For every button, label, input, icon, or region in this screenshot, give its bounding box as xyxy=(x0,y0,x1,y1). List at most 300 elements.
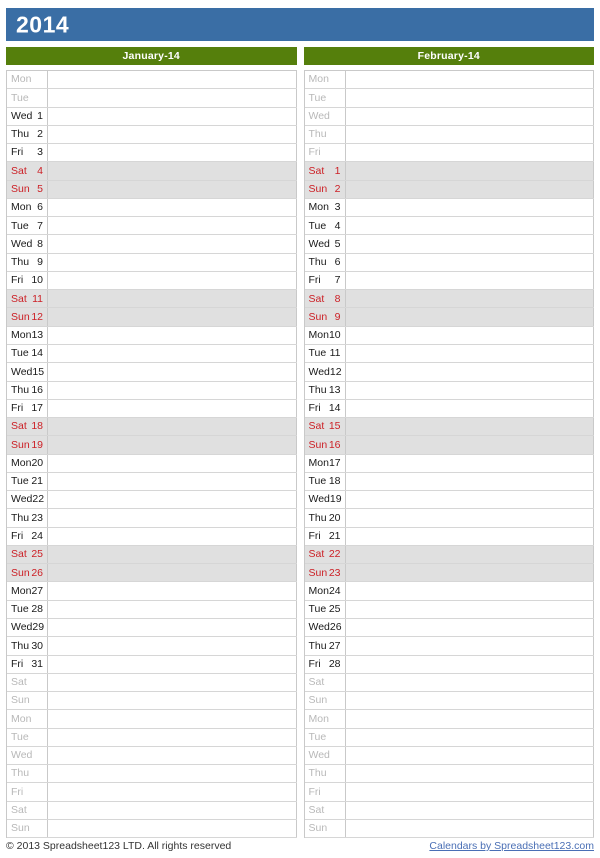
day-note-cell[interactable] xyxy=(48,729,297,746)
day-label-cell xyxy=(305,674,346,691)
day-note-cell[interactable] xyxy=(346,491,595,508)
day-label-cell xyxy=(305,126,346,143)
day-of-week: Sat xyxy=(11,420,27,433)
day-number: 27 xyxy=(31,584,44,597)
day-label-cell xyxy=(7,382,48,399)
day-label-cell xyxy=(305,308,346,325)
day-of-week: Wed xyxy=(308,749,330,762)
day-label-cell xyxy=(305,656,346,673)
day-row xyxy=(305,656,595,674)
day-row xyxy=(7,619,297,637)
day-note-cell[interactable] xyxy=(346,601,595,618)
day-of-week: Sun xyxy=(308,310,328,323)
day-note-cell[interactable] xyxy=(48,674,297,691)
day-number: 12 xyxy=(329,365,342,378)
day-of-week: Sun xyxy=(11,182,30,195)
day-note-cell[interactable] xyxy=(48,235,297,252)
day-note-cell[interactable] xyxy=(346,656,595,673)
month-header-january: January-14 xyxy=(6,47,297,65)
day-of-week: Tue xyxy=(308,730,327,743)
day-label-cell xyxy=(305,491,346,508)
day-of-week: Mon xyxy=(11,201,32,214)
day-number: 5 xyxy=(37,182,43,195)
day-note-cell[interactable] xyxy=(346,674,595,691)
day-number: 28 xyxy=(31,603,43,616)
day-label-cell xyxy=(7,254,48,271)
day-label-cell xyxy=(305,199,346,216)
day-of-week: Mon xyxy=(11,73,32,86)
day-note-cell[interactable] xyxy=(48,473,297,490)
day-note-cell[interactable] xyxy=(346,802,595,819)
year-title-bar xyxy=(6,8,594,41)
day-row xyxy=(305,674,595,692)
day-label-cell xyxy=(305,418,346,435)
day-note-cell[interactable] xyxy=(346,217,595,234)
day-row xyxy=(7,637,297,655)
day-row xyxy=(305,564,595,582)
day-of-week: Mon xyxy=(308,73,329,86)
month-columns-container xyxy=(6,47,594,838)
credit-link[interactable]: Calendars by Spreadsheet123.com xyxy=(429,840,594,852)
day-number: 20 xyxy=(328,511,341,524)
day-of-week: Thu xyxy=(308,511,327,524)
day-row xyxy=(7,491,297,509)
day-note-cell[interactable] xyxy=(48,765,297,782)
day-note-cell[interactable] xyxy=(48,290,297,307)
day-note-cell[interactable] xyxy=(48,455,297,472)
day-row xyxy=(305,108,595,126)
day-note-cell[interactable] xyxy=(48,656,297,673)
day-row xyxy=(7,747,297,765)
day-label-cell xyxy=(305,363,346,380)
day-note-cell[interactable] xyxy=(48,582,297,599)
day-note-cell[interactable] xyxy=(48,564,297,581)
day-note-cell[interactable] xyxy=(48,144,297,161)
day-row xyxy=(305,637,595,655)
day-note-cell[interactable] xyxy=(346,89,595,106)
day-row xyxy=(7,729,297,747)
day-of-week: Sun xyxy=(308,438,328,451)
day-note-cell[interactable] xyxy=(48,692,297,709)
day-number: 16 xyxy=(31,383,43,396)
day-label-cell xyxy=(305,765,346,782)
day-note-cell[interactable] xyxy=(48,71,297,88)
day-label-cell xyxy=(305,528,346,545)
day-note-cell[interactable] xyxy=(48,327,297,344)
day-row xyxy=(7,308,297,326)
day-note-cell[interactable] xyxy=(346,144,595,161)
day-label-cell xyxy=(7,582,48,599)
day-note-cell[interactable] xyxy=(346,473,595,490)
day-row xyxy=(7,601,297,619)
day-number: 3 xyxy=(334,201,341,214)
day-note-cell[interactable] xyxy=(346,710,595,727)
day-of-week: Thu xyxy=(308,128,327,141)
day-note-cell[interactable] xyxy=(346,820,595,837)
day-note-cell[interactable] xyxy=(48,217,297,234)
day-label-cell xyxy=(7,400,48,417)
day-label-cell xyxy=(7,436,48,453)
day-number: 1 xyxy=(37,109,43,122)
day-of-week: Wed xyxy=(11,365,33,378)
day-number: 1 xyxy=(334,164,341,177)
day-of-week: Thu xyxy=(308,767,327,780)
day-note-cell[interactable] xyxy=(346,108,595,125)
day-of-week: Thu xyxy=(11,767,30,780)
day-label-cell xyxy=(305,582,346,599)
day-label-cell xyxy=(305,235,346,252)
day-of-week: Sun xyxy=(11,822,30,835)
day-number: 24 xyxy=(328,584,341,597)
day-of-week: Tue xyxy=(308,219,327,232)
day-of-week: Fri xyxy=(11,785,24,798)
day-of-week: Fri xyxy=(11,146,24,159)
day-note-cell[interactable] xyxy=(48,108,297,125)
day-note-cell[interactable] xyxy=(346,582,595,599)
day-label-cell xyxy=(7,455,48,472)
day-number: 22 xyxy=(32,493,45,506)
day-of-week: Wed xyxy=(308,109,330,122)
day-number: 21 xyxy=(328,530,341,543)
day-of-week: Fri xyxy=(11,530,24,543)
day-of-week: Sun xyxy=(11,694,30,707)
day-label-cell xyxy=(7,418,48,435)
day-note-cell[interactable] xyxy=(346,199,595,216)
day-number: 10 xyxy=(31,274,43,287)
day-row xyxy=(7,108,297,126)
day-of-week: Sat xyxy=(11,292,27,305)
day-of-week: Fri xyxy=(11,657,24,670)
day-note-cell[interactable] xyxy=(346,747,595,764)
day-note-cell[interactable] xyxy=(48,619,297,636)
month-column-february xyxy=(304,47,595,838)
day-note-cell[interactable] xyxy=(346,71,595,88)
day-of-week: Sat xyxy=(308,548,325,561)
day-of-week: Mon xyxy=(11,456,32,469)
day-row xyxy=(7,254,297,272)
day-of-week: Mon xyxy=(11,712,32,725)
day-row xyxy=(7,692,297,710)
day-of-week: Fri xyxy=(11,274,24,287)
day-note-cell[interactable] xyxy=(346,619,595,636)
day-of-week: Tue xyxy=(308,91,327,104)
day-label-cell xyxy=(305,820,346,837)
day-row xyxy=(305,528,595,546)
day-of-week: Mon xyxy=(11,329,32,342)
day-row xyxy=(305,455,595,473)
day-number: 8 xyxy=(37,237,43,250)
day-number: 9 xyxy=(334,310,341,323)
day-number: 9 xyxy=(37,256,43,269)
day-note-cell[interactable] xyxy=(48,436,297,453)
day-of-week: Sat xyxy=(308,804,325,816)
day-note-cell[interactable] xyxy=(48,162,297,179)
day-label-cell xyxy=(7,345,48,362)
day-label-cell xyxy=(7,108,48,125)
day-label-cell xyxy=(7,71,48,88)
day-number: 17 xyxy=(328,456,341,469)
day-of-week: Mon xyxy=(308,456,329,469)
day-number: 2 xyxy=(37,128,43,141)
day-note-cell[interactable] xyxy=(346,783,595,800)
day-label-cell xyxy=(305,455,346,472)
day-note-cell[interactable] xyxy=(346,308,595,325)
day-note-cell[interactable] xyxy=(346,181,595,198)
day-row xyxy=(305,436,595,454)
day-of-week: Thu xyxy=(308,383,327,396)
day-of-week: Wed xyxy=(308,365,330,378)
day-label-cell xyxy=(7,765,48,782)
day-of-week: Sat xyxy=(308,676,325,689)
day-of-week: Sun xyxy=(308,822,328,835)
day-note-cell[interactable] xyxy=(48,491,297,508)
day-note-cell[interactable] xyxy=(48,308,297,325)
month-column-january xyxy=(6,47,297,838)
day-row xyxy=(305,601,595,619)
day-label-cell xyxy=(305,747,346,764)
day-row xyxy=(305,199,595,217)
day-of-week: Sat xyxy=(308,420,325,433)
day-number: 6 xyxy=(37,201,43,214)
day-label-cell xyxy=(7,89,48,106)
day-number: 13 xyxy=(328,383,341,396)
day-row xyxy=(305,783,595,801)
day-row xyxy=(7,418,297,436)
day-number: 28 xyxy=(328,657,341,670)
day-note-cell[interactable] xyxy=(346,345,595,362)
day-row xyxy=(305,382,595,400)
day-of-week: Fri xyxy=(308,402,321,415)
day-number: 2 xyxy=(334,182,341,195)
day-note-cell[interactable] xyxy=(48,254,297,271)
day-note-cell[interactable] xyxy=(346,272,595,289)
day-number: 19 xyxy=(31,438,43,451)
day-of-week: Wed xyxy=(308,621,330,634)
day-note-cell[interactable] xyxy=(346,436,595,453)
day-of-week: Sat xyxy=(308,292,325,305)
day-note-cell[interactable] xyxy=(48,363,297,380)
day-row xyxy=(305,162,595,180)
day-label-cell xyxy=(305,71,346,88)
day-note-cell[interactable] xyxy=(346,418,595,435)
day-number: 20 xyxy=(31,456,44,469)
day-row xyxy=(305,729,595,747)
day-row xyxy=(7,546,297,564)
day-label-cell xyxy=(305,546,346,563)
day-row xyxy=(305,327,595,345)
day-note-cell[interactable] xyxy=(346,363,595,380)
day-of-week: Thu xyxy=(11,256,30,269)
day-row xyxy=(305,765,595,783)
day-number: 25 xyxy=(328,603,341,616)
day-note-cell[interactable] xyxy=(346,546,595,563)
day-note-cell[interactable] xyxy=(48,345,297,362)
day-label-cell xyxy=(7,729,48,746)
day-row xyxy=(7,473,297,491)
day-number: 14 xyxy=(31,347,43,360)
day-label-cell xyxy=(305,436,346,453)
day-of-week: Sun xyxy=(11,438,30,451)
day-row xyxy=(305,290,595,308)
day-of-week: Tue xyxy=(11,475,29,488)
day-note-cell[interactable] xyxy=(346,692,595,709)
day-note-cell[interactable] xyxy=(346,162,595,179)
day-note-cell[interactable] xyxy=(346,564,595,581)
day-row xyxy=(305,181,595,199)
day-label-cell xyxy=(305,327,346,344)
day-label-cell xyxy=(7,181,48,198)
day-note-cell[interactable] xyxy=(48,272,297,289)
day-of-week: Sun xyxy=(11,566,30,579)
day-note-cell[interactable] xyxy=(48,400,297,417)
day-number: 29 xyxy=(32,621,45,634)
day-row xyxy=(7,802,297,820)
day-note-cell[interactable] xyxy=(346,254,595,271)
day-number: 26 xyxy=(31,566,43,579)
day-note-cell[interactable] xyxy=(48,820,297,837)
day-label-cell xyxy=(7,783,48,800)
day-number: 17 xyxy=(31,402,43,415)
day-label-cell xyxy=(7,564,48,581)
day-note-cell[interactable] xyxy=(48,382,297,399)
day-label-cell xyxy=(7,272,48,289)
day-number: 15 xyxy=(32,365,45,378)
day-of-week: Tue xyxy=(11,603,29,616)
day-note-cell[interactable] xyxy=(346,637,595,654)
day-note-cell[interactable] xyxy=(48,637,297,654)
day-label-cell xyxy=(7,601,48,618)
day-row xyxy=(7,327,297,345)
day-note-cell[interactable] xyxy=(48,181,297,198)
day-row xyxy=(305,418,595,436)
day-label-cell xyxy=(7,217,48,234)
day-note-cell[interactable] xyxy=(346,126,595,143)
day-note-cell[interactable] xyxy=(346,382,595,399)
day-of-week: Fri xyxy=(308,146,321,159)
day-row xyxy=(305,710,595,728)
day-number: 8 xyxy=(334,292,341,305)
day-label-cell xyxy=(7,290,48,307)
day-number: 18 xyxy=(328,475,341,488)
day-note-cell[interactable] xyxy=(48,710,297,727)
day-label-cell xyxy=(7,162,48,179)
day-of-week: Thu xyxy=(11,128,30,141)
day-label-cell xyxy=(305,89,346,106)
day-row xyxy=(305,802,595,820)
day-number: 10 xyxy=(328,329,341,342)
day-note-cell[interactable] xyxy=(48,126,297,143)
day-label-cell xyxy=(7,692,48,709)
day-row xyxy=(305,619,595,637)
day-number: 23 xyxy=(31,511,43,524)
day-of-week: Wed xyxy=(11,493,33,506)
day-row xyxy=(7,89,297,107)
day-of-week: Thu xyxy=(11,639,30,652)
day-of-week: Tue xyxy=(11,219,29,232)
day-of-week: Wed xyxy=(308,237,330,250)
day-of-week: Thu xyxy=(308,639,327,652)
day-number: 4 xyxy=(334,219,341,232)
day-row xyxy=(7,509,297,527)
day-note-cell[interactable] xyxy=(48,747,297,764)
day-of-week: Wed xyxy=(11,749,33,762)
day-note-cell[interactable] xyxy=(48,199,297,216)
day-number: 7 xyxy=(37,219,43,232)
day-number: 22 xyxy=(328,548,341,561)
day-row xyxy=(7,765,297,783)
day-note-cell[interactable] xyxy=(48,418,297,435)
day-label-cell xyxy=(305,783,346,800)
day-note-cell[interactable] xyxy=(346,290,595,307)
day-label-cell xyxy=(7,528,48,545)
day-of-week: Sat xyxy=(11,676,27,689)
day-label-cell xyxy=(305,345,346,362)
day-note-cell[interactable] xyxy=(48,528,297,545)
day-of-week: Fri xyxy=(308,785,321,798)
day-row xyxy=(7,162,297,180)
day-of-week: Sat xyxy=(308,164,325,177)
day-note-cell[interactable] xyxy=(346,455,595,472)
day-note-cell[interactable] xyxy=(48,802,297,819)
day-note-cell[interactable] xyxy=(48,509,297,526)
day-row xyxy=(305,144,595,162)
day-number: 5 xyxy=(334,237,341,250)
day-row xyxy=(305,400,595,418)
day-note-cell[interactable] xyxy=(48,783,297,800)
day-row xyxy=(7,290,297,308)
day-note-cell[interactable] xyxy=(48,601,297,618)
day-note-cell[interactable] xyxy=(346,327,595,344)
day-label-cell xyxy=(7,637,48,654)
day-label-cell xyxy=(7,674,48,691)
day-number: 25 xyxy=(31,548,43,561)
day-row xyxy=(7,363,297,381)
day-number: 30 xyxy=(31,639,43,652)
day-note-cell[interactable] xyxy=(346,509,595,526)
day-of-week: Wed xyxy=(11,237,33,250)
day-label-cell xyxy=(305,144,346,161)
page-footer xyxy=(6,838,594,854)
day-of-week: Tue xyxy=(11,347,29,360)
day-note-cell[interactable] xyxy=(346,765,595,782)
day-row xyxy=(7,455,297,473)
day-label-cell xyxy=(7,802,48,819)
day-row xyxy=(7,126,297,144)
day-note-cell[interactable] xyxy=(346,528,595,545)
day-note-cell[interactable] xyxy=(346,400,595,417)
day-of-week: Sat xyxy=(11,548,27,561)
day-row xyxy=(305,473,595,491)
day-note-cell[interactable] xyxy=(346,729,595,746)
day-row xyxy=(7,710,297,728)
day-of-week: Mon xyxy=(308,712,329,725)
day-label-cell xyxy=(7,363,48,380)
day-label-cell xyxy=(305,729,346,746)
day-row xyxy=(7,345,297,363)
day-row xyxy=(305,363,595,381)
day-note-cell[interactable] xyxy=(346,235,595,252)
day-of-week: Sat xyxy=(11,804,27,816)
day-row xyxy=(7,783,297,801)
day-label-cell xyxy=(305,400,346,417)
day-row xyxy=(305,509,595,527)
day-note-cell[interactable] xyxy=(48,546,297,563)
day-row xyxy=(305,235,595,253)
day-number: 3 xyxy=(37,146,43,159)
day-label-cell xyxy=(305,692,346,709)
day-note-cell[interactable] xyxy=(48,89,297,106)
day-of-week: Mon xyxy=(308,329,329,342)
